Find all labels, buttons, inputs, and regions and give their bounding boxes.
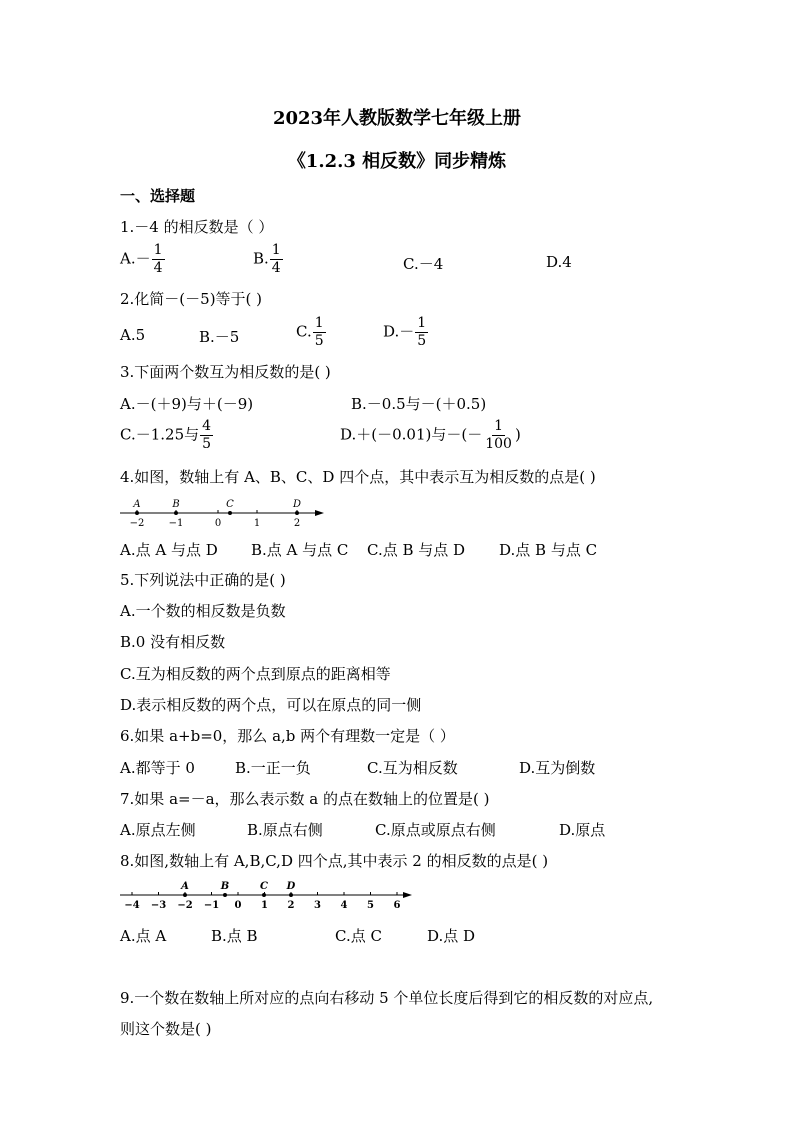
fraction-numerator: 1 [494,418,504,434]
fraction [152,242,165,277]
fraction-numerator: 1 [417,315,427,331]
fraction-denominator: 5 [202,436,212,452]
question-9-stem-line-1: 9.一个数在数轴上所对应的点向右移动 5 个单位长度后得到它的相反数的对应点, [120,989,654,1007]
axis-point [223,893,227,897]
fraction [313,315,326,350]
axis-tick-label: 5 [367,900,374,911]
question-6-option-a: A.都等于 0 [120,759,195,777]
axis-point [183,893,187,897]
option-c-prefix: C.－1.25与 [120,425,200,444]
question-4-option-a: A.点 A 与点 D [120,541,218,559]
question-8-option-d: D.点 D [427,927,476,945]
axis-tick-label: 2 [293,518,301,529]
question-3-option-b: B.－0.5与－(＋0.5) [351,395,487,413]
axis-tick-label: 3 [314,900,321,911]
question-4-option-d: D.点 B 与点 C [499,541,598,559]
axis-tick-label: 6 [393,900,401,911]
question-7-option-a: A.原点左侧 [120,821,196,839]
fraction [483,418,514,453]
axis-point [262,893,266,897]
fraction-denominator: 4 [153,260,163,276]
axis-point-label: C [226,499,234,510]
option-b-prefix: B. [253,249,269,268]
axis-tick-label: 2 [287,900,295,911]
axis-point [174,511,178,515]
fraction [415,315,428,350]
fraction [270,242,283,277]
question-6-option-d: D.互为倒数 [519,759,596,777]
axis-tick-label: −2 [177,900,193,911]
axis-point-label: C [260,881,268,892]
axis-tick-label: 0 [214,518,222,529]
option-c-prefix: C. [296,322,312,341]
section-heading: 一、选择题 [120,187,196,205]
question-6-stem: 6.如果 a+b=0，那么 a,b 两个有理数一定是（ ） [120,727,455,745]
question-5-option-c: C.互为相反数的两个点到原点的距离相等 [120,665,391,683]
question-2-option-a: A.5 [120,326,146,344]
question-7-option-c: C.原点或原点右侧 [375,821,496,839]
question-5-option-b: B.0 没有相反数 [120,633,226,651]
axis-point [228,511,232,515]
question-6-option-c: C.互为相反数 [367,759,458,777]
option-d-suffix: ) [514,425,521,444]
question-8-option-a: A.点 A [120,927,167,945]
page-title: 2023年人教版数学七年级上册 [272,108,522,129]
question-7-option-b: B.原点右侧 [247,821,323,839]
question-5-stem: 5.下列说法中正确的是( ) [120,571,286,589]
fraction-denominator: 4 [271,260,281,276]
question-8-option-c: C.点 C [335,927,382,945]
question-3-option-d [340,418,521,453]
option-d-prefix: D.＋(－0.01)与－(－ [340,425,483,444]
axis-tick-label: 0 [234,900,242,911]
fraction-numerator: 1 [314,315,324,331]
axis-tick-label: −1 [203,900,220,911]
question-9-stem-line-2: 则这个数是( ) [120,1020,212,1038]
fraction-denominator: 5 [417,333,427,349]
question-1-option-a [120,242,166,277]
fraction-denominator: 100 [485,436,512,452]
question-8-stem: 8.如图,数轴上有 A,B,C,D 四个点,其中表示 2 的相反数的点是( ) [120,852,549,870]
axis-tick-label: −4 [124,900,140,911]
question-3-option-a: A.－(＋9)与＋(－9) [120,395,254,413]
number-line-figure-2 [114,876,414,914]
question-2-option-b: B.－5 [199,328,240,346]
question-2-stem: 2.化简－(－5)等于( ) [120,290,263,308]
question-1-option-c: C.－4 [403,255,444,273]
axis-point [289,893,293,897]
axis-arrow [403,892,412,898]
question-5-option-d: D.表示相反数的两个点，可以在原点的同一侧 [120,696,422,714]
axis-tick-label: 1 [253,518,261,529]
fraction-denominator: 5 [314,333,324,349]
question-2-option-d [383,315,429,350]
question-7-stem: 7.如果 a=－a，那么表示数 a 的点在数轴上的位置是( ) [120,790,490,808]
axis-tick-label: 1 [261,900,268,911]
question-7-option-d: D.原点 [559,821,606,839]
question-3-option-c [120,418,214,453]
question-6-option-b: B.一正一负 [235,759,311,777]
question-4-stem: 4.如图，数轴上有 A、B、C、D 四个点，其中表示互为相反数的点是( ) [120,468,596,486]
axis-tick-label: −1 [168,518,184,529]
question-1-option-b [253,242,284,277]
question-8-option-b: B.点 B [211,927,258,945]
axis-point-label: A [181,881,189,892]
option-a-prefix: A.－ [120,249,151,268]
question-1-stem: 1.－4 的相反数是（ ） [120,218,274,236]
axis-tick-label: −3 [150,900,167,911]
fraction-numerator: 1 [153,242,163,258]
axis-point-label: B [172,499,180,510]
axis-point-label: A [133,499,141,510]
question-4-option-b: B.点 A 与点 C [251,541,349,559]
question-3-stem: 3.下面两个数互为相反数的是( ) [120,363,331,381]
fraction-numerator: 4 [202,418,212,434]
page-subtitle: 《1.2.3 相反数》同步精炼 [287,151,507,172]
axis-point-label: D [286,881,296,892]
question-1-option-d: D.4 [546,253,572,271]
axis-point-label: B [220,881,230,892]
axis-tick-label: 4 [340,900,348,911]
question-5-option-a: A.一个数的相反数是负数 [120,602,286,620]
axis-point [135,511,139,515]
axis-point-label: D [292,499,302,510]
axis-point [295,511,299,515]
question-2-option-c [296,315,327,350]
number-line-figure-1 [112,493,332,529]
option-d-prefix: D.－ [383,322,415,341]
axis-tick-label: −2 [129,518,145,529]
question-4-option-c: C.点 B 与点 D [367,541,466,559]
axis-arrow [315,510,324,516]
fraction-numerator: 1 [271,242,281,258]
fraction [200,418,213,453]
